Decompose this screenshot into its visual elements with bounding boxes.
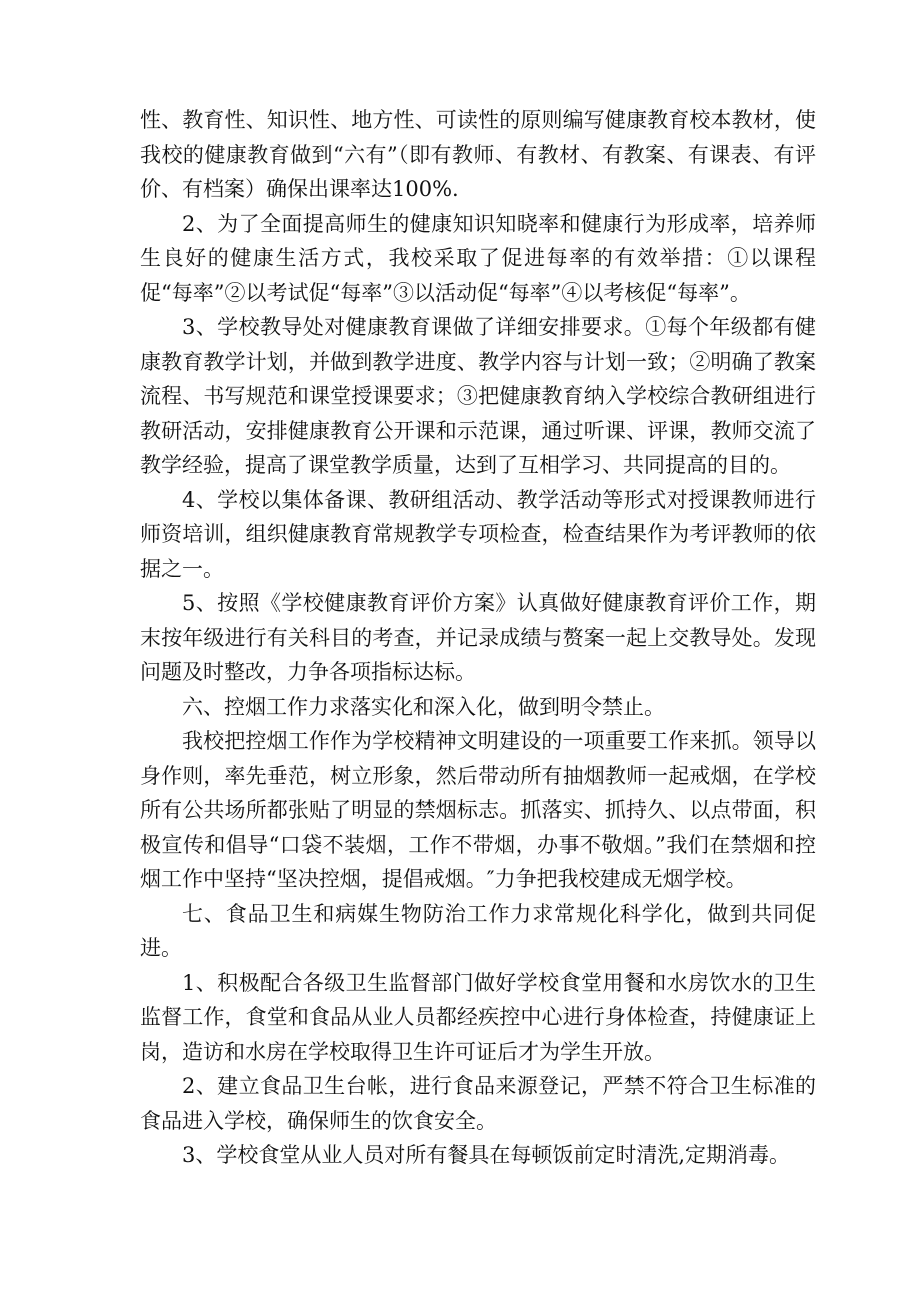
document-page: [140, 103, 816, 1173]
section-heading-7: 七、食品卫生和病媒生物防治工作力求常规化科学化，做到共同促进。: [140, 901, 816, 960]
paragraph-continuation: 性、教育性、知识性、地方性、可读性的原则编写健康教育校本教材，使我校的健康教育做到“六有”（即有教师、有教材、有教案、有课表、有评价、有档案）确保出课率达100%.: [140, 108, 816, 201]
paragraph-item-3: 3、学校教导处对健康教育课做了详细安排要求。①每个年级都有健康教育教学计划，并做到教学进度、教学内容与计划一致；②明确了教案流程、书写规范和课堂授课要求；③把健康教育纳入学校综合教研组进行教研活动，安排健康教育公开课和示范课，通过听课、评课，教师交流了教学经验，提高了课堂教学质量，达到了互相学习、共同提高的目的。: [140, 315, 816, 477]
paragraph-food-item-1: 1、积极配合各级卫生监督部门做好学校食堂用餐和水房饮水的卫生监督工作，食堂和食品从业人员都经疾控中心进行身体检查，持健康证上岗，造访和水房在学校取得卫生许可证后才为学生开放。: [140, 970, 816, 1064]
paragraph-item-4: 4、学校以集体备课、教研组活动、教学活动等形式对授课教师进行师资培训，组织健康教育常规教学专项检查，检查结果作为考评教师的依据之一。: [140, 487, 816, 581]
paragraph-smoking-control: 我校把控烟工作作为学校精神文明建设的一项重要工作来抓。领导以身作则，率先垂范，树立形象，然后带动所有抽烟教师一起戒烟，在学校所有公共场所都张贴了明显的禁烟标志。抓落实、抓持久、以点带面，积极宣传和倡导“口袋不装烟，工作不带烟，办事不敬烟。”我们在禁烟和控烟工作中坚持“坚决控烟，提倡戒烟。″力争把我校建成无烟学校。: [140, 729, 816, 891]
paragraph-food-item-2: 2、建立食品卫生台帐，进行食品来源登记，严禁不符合卫生标准的食品进入学校，确保师生的饮食安全。: [140, 1074, 816, 1133]
paragraph-item-2: 2、为了全面提高师生的健康知识知晓率和健康行为形成率，培养师生良好的健康生活方式，我校采取了促进每率的有效举措：①以课程促“每率”②以考试促“每率”③以活动促“每率”④以考核促“每率”。: [140, 211, 816, 305]
paragraph-item-5: 5、按照《学校健康教育评价方案》认真做好健康教育评价工作，期末按年级进行有关科目的考查，并记录成绩与赘案一起上交教导处。发现问题及时整改，力争各项指标达标。: [140, 591, 816, 684]
paragraph-food-item-3: 3、学校食堂从业人员对所有餐具在每顿饭前定时清洗,定期消毒。: [182, 1143, 791, 1167]
section-heading-6: 六、控烟工作力求落实化和深入化，做到明令禁止。: [182, 694, 665, 719]
